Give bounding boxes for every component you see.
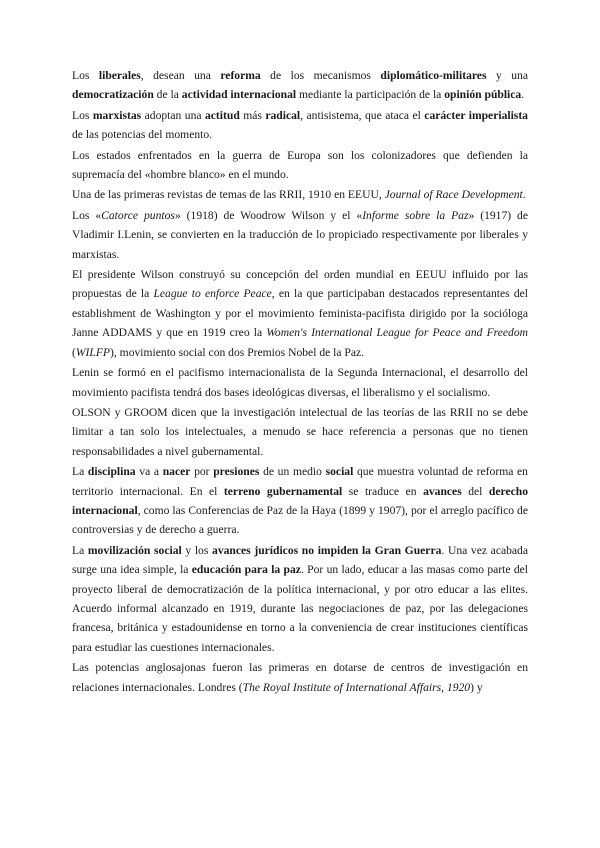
text: y una	[486, 69, 528, 82]
bold-term: marxistas	[92, 108, 142, 122]
bold-term: opinión pública	[444, 88, 522, 102]
bold-term: carácter imperialista	[424, 108, 528, 122]
text: El presidente Wilson construyó su concepción del orden mundial en EEUU influido por las propuestas de la	[72, 268, 528, 301]
text: .	[521, 88, 525, 102]
paragraph-catorce-puntos	[72, 206, 528, 264]
paragraph-revista	[72, 185, 528, 204]
text: y los	[181, 543, 213, 557]
text: La	[72, 465, 88, 479]
text: mediante la participación de la	[296, 88, 445, 102]
bold-term: educación para la paz	[191, 563, 301, 577]
italic-title: WILFP	[75, 345, 111, 359]
bold-term: radical	[265, 108, 301, 122]
bold-term: diplomático-militares	[380, 69, 487, 82]
text: más	[239, 108, 266, 122]
paragraph-liberales	[72, 66, 528, 105]
bold-term: social	[325, 465, 354, 479]
bold-term: liberales	[98, 69, 141, 82]
paragraph-potencias	[72, 658, 528, 697]
text: del	[461, 484, 489, 498]
bold-term: avances	[423, 484, 462, 498]
document-body	[72, 66, 528, 698]
text: » (1917) de Vladimir I.Lenin, se convierten en la traducción de lo propiciado respectivamente por liberales y marxistas.	[72, 208, 528, 261]
text: de las potencias del momento.	[72, 128, 213, 142]
italic-title: League to enforce Peace	[153, 287, 272, 301]
text: Las potencias anglosajonas fueron las primeras en dotarse de centros de investigación en relaciones internacionales. Londres (	[72, 661, 528, 694]
bold-term: disciplina	[87, 465, 136, 479]
text: , antisistema, que ataca el	[300, 108, 425, 122]
text: ), movimiento social con dos Premios Nobel de la Paz.	[110, 345, 365, 359]
text: ) y	[470, 680, 483, 694]
italic-title: Catorce puntos	[101, 208, 175, 222]
bold-term: movilización social	[87, 543, 182, 557]
bold-term: nacer	[162, 465, 191, 479]
bold-term: actitud	[204, 108, 240, 122]
bold-term: democratización	[72, 88, 154, 102]
text: por	[190, 465, 214, 479]
text: Una de las primeras revistas de temas de las RRII, 1910 en EEUU,	[72, 188, 385, 202]
text: La	[72, 543, 88, 557]
paragraph-olson-groom: OLSON y GROOM dicen que la investigación intelectual de las teorías de las RRII no se debe limitar a tan solo los intelectuales, a menudo se hace referencia a personas que no tienen responsabilidades a nivel gubernamental.	[72, 405, 528, 458]
text: .	[522, 188, 526, 202]
paragraph-disciplina	[72, 462, 528, 540]
italic-title: Journal of Race Development	[384, 188, 523, 202]
paragraph-lenin: Lenin se formó en el pacifismo internacionalista de la Segunda Internacional, el desarrollo del movimiento pacifista tendrá dos bases ideológicas diversas, el liberalismo y el socialismo.	[72, 366, 528, 399]
text: se traduce en	[342, 484, 424, 498]
bold-term: avances jurídicos no impiden la Gran Guerra	[212, 543, 442, 557]
text: Los	[72, 69, 99, 82]
text: adoptan una	[141, 108, 205, 122]
bold-term: terreno gubernamental	[223, 484, 343, 498]
bold-term: presiones	[213, 465, 260, 479]
bold-term: actividad internacional	[181, 88, 297, 102]
text: que muestra voluntad de reforma en territorio internacional. En el	[72, 465, 528, 498]
paragraph-marxistas	[72, 106, 528, 145]
italic-title: Informe sobre la Paz	[362, 208, 469, 222]
text: Los	[72, 108, 93, 122]
text: va a	[135, 465, 163, 479]
paragraph-estados: Los estados enfrentados en la guerra de Europa son los colonizadores que defienden la supremacía del «hombre blanco» en el mundo.	[72, 148, 528, 182]
text: . Una vez acabada surge una idea simple, la	[72, 543, 528, 577]
text: , en la que participaban destacados representantes del establishment de Washington y por el movimiento feminista-pacifista dirigido por la socióloga Janne ADDAMS y que en 1919 creo la	[72, 287, 528, 340]
italic-title: Women's International League for Peace and Freedom	[266, 326, 528, 340]
paragraph-movilizacion	[72, 541, 528, 657]
text: de la	[153, 88, 182, 102]
italic-title: The Royal Institute of International Affairs, 1920	[242, 680, 471, 694]
text: (	[72, 345, 76, 359]
text: de los mecanismos	[260, 69, 381, 82]
text: , desean una	[140, 69, 221, 82]
paragraph-wilson	[72, 265, 528, 362]
bold-term: derecho internacional	[72, 484, 528, 517]
text: . Por un lado, educar a las masas como parte del proyecto liberal de democratización de la política internacional, y por otro educar a las elites. Acuerdo informal alcanzado en 1919, durante las negociaciones de paz, por las delegaciones francesa, británica y estadounidense en torno a la conveniencia de crear instituciones científicas para estudiar las cuestiones internacionales.	[72, 563, 528, 654]
text: , como las Conferencias de Paz de la Haya (1899 y 1907), por el arreglo pacífico de controversias y de derecho a guerra.	[72, 503, 528, 537]
text: » (1918) de Woodrow Wilson y el «	[174, 208, 363, 222]
bold-term: reforma	[220, 69, 261, 82]
text: de un medio	[259, 465, 326, 479]
text: Los «	[72, 208, 102, 222]
